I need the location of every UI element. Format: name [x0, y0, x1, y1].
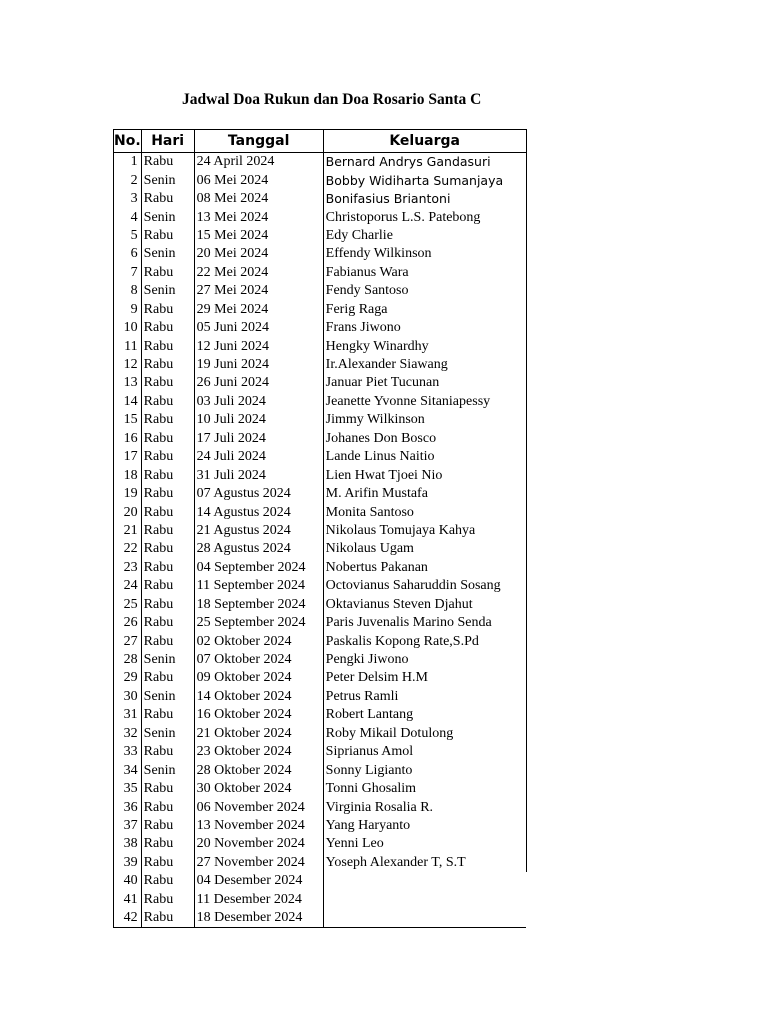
cell-hari: Senin — [141, 651, 194, 669]
cell-keluarga — [323, 872, 526, 890]
cell-tanggal: 22 Mei 2024 — [194, 264, 323, 282]
cell-no: 5 — [114, 227, 142, 245]
cell-hari: Rabu — [141, 909, 194, 928]
cell-keluarga: Ir.Alexander Siawang — [323, 356, 526, 374]
table-row — [114, 282, 527, 300]
cell-keluarga: M. Arifin Mustafa — [323, 485, 526, 503]
cell-hari: Rabu — [141, 430, 194, 448]
table-row — [114, 596, 527, 614]
cell-tanggal: 17 Juli 2024 — [194, 430, 323, 448]
cell-hari: Rabu — [141, 872, 194, 890]
cell-no: 35 — [114, 780, 142, 798]
cell-hari: Rabu — [141, 448, 194, 466]
cell-tanggal: 03 Juli 2024 — [194, 393, 323, 411]
cell-keluarga: Fendy Santoso — [323, 282, 526, 300]
cell-no: 1 — [114, 153, 142, 172]
cell-hari: Rabu — [141, 153, 194, 172]
cell-tanggal: 07 Oktober 2024 — [194, 651, 323, 669]
cell-tanggal: 14 Agustus 2024 — [194, 503, 323, 521]
cell-no: 12 — [114, 356, 142, 374]
cell-hari: Senin — [141, 725, 194, 743]
table-row — [114, 393, 527, 411]
cell-hari: Rabu — [141, 577, 194, 595]
table-row — [114, 651, 527, 669]
cell-tanggal: 21 Agustus 2024 — [194, 522, 323, 540]
cell-keluarga: Jimmy Wilkinson — [323, 411, 526, 429]
cell-no: 40 — [114, 872, 142, 890]
table-row — [114, 909, 527, 928]
cell-no: 24 — [114, 577, 142, 595]
cell-no: 30 — [114, 688, 142, 706]
header-hari: Hari — [141, 130, 194, 153]
cell-tanggal: 28 Oktober 2024 — [194, 761, 323, 779]
cell-no: 29 — [114, 669, 142, 687]
cell-keluarga: Paskalis Kopong Rate,S.Pd — [323, 632, 526, 650]
cell-hari: Senin — [141, 761, 194, 779]
cell-no: 17 — [114, 448, 142, 466]
cell-no: 23 — [114, 559, 142, 577]
cell-keluarga: Ferig Raga — [323, 301, 526, 319]
cell-hari: Rabu — [141, 393, 194, 411]
cell-hari: Rabu — [141, 614, 194, 632]
cell-tanggal: 19 Juni 2024 — [194, 356, 323, 374]
cell-tanggal: 07 Agustus 2024 — [194, 485, 323, 503]
cell-no: 26 — [114, 614, 142, 632]
table-row — [114, 743, 527, 761]
table-row — [114, 854, 527, 872]
cell-tanggal: 24 Juli 2024 — [194, 448, 323, 466]
schedule-table — [113, 129, 527, 928]
cell-no: 10 — [114, 319, 142, 337]
cell-no: 39 — [114, 854, 142, 872]
cell-tanggal: 21 Oktober 2024 — [194, 725, 323, 743]
cell-keluarga — [323, 891, 526, 909]
cell-no: 6 — [114, 245, 142, 263]
table-row — [114, 761, 527, 779]
table-row — [114, 817, 527, 835]
cell-no: 41 — [114, 891, 142, 909]
table-row — [114, 208, 527, 226]
cell-keluarga: Pengki Jiwono — [323, 651, 526, 669]
cell-hari: Rabu — [141, 374, 194, 392]
cell-tanggal: 13 November 2024 — [194, 817, 323, 835]
cell-no: 32 — [114, 725, 142, 743]
cell-tanggal: 23 Oktober 2024 — [194, 743, 323, 761]
cell-keluarga: Bobby Widiharta Sumanjaya — [323, 171, 526, 189]
cell-hari: Rabu — [141, 540, 194, 558]
cell-keluarga: Hengky Winardhy — [323, 337, 526, 355]
table-row — [114, 190, 527, 208]
table-row — [114, 540, 527, 558]
cell-no: 13 — [114, 374, 142, 392]
cell-no: 36 — [114, 798, 142, 816]
table-header-row — [114, 130, 527, 153]
cell-keluarga: Lien Hwat Tjoei Nio — [323, 466, 526, 484]
cell-hari: Rabu — [141, 319, 194, 337]
cell-hari: Rabu — [141, 854, 194, 872]
cell-hari: Rabu — [141, 190, 194, 208]
cell-tanggal: 06 November 2024 — [194, 798, 323, 816]
cell-tanggal: 08 Mei 2024 — [194, 190, 323, 208]
cell-keluarga: Bernard Andrys Gandasuri — [323, 153, 526, 172]
table-row — [114, 688, 527, 706]
cell-keluarga: Octovianus Saharuddin Sosang — [323, 577, 526, 595]
cell-hari: Rabu — [141, 301, 194, 319]
cell-tanggal: 30 Oktober 2024 — [194, 780, 323, 798]
table-row — [114, 559, 527, 577]
cell-hari: Rabu — [141, 264, 194, 282]
cell-keluarga: Petrus Ramli — [323, 688, 526, 706]
cell-no: 33 — [114, 743, 142, 761]
cell-hari: Rabu — [141, 503, 194, 521]
cell-keluarga: Lande Linus Naitio — [323, 448, 526, 466]
table-row — [114, 503, 527, 521]
cell-hari: Rabu — [141, 817, 194, 835]
table-row — [114, 171, 527, 189]
table-row — [114, 448, 527, 466]
cell-no: 11 — [114, 337, 142, 355]
cell-tanggal: 02 Oktober 2024 — [194, 632, 323, 650]
table-row — [114, 780, 527, 798]
cell-no: 34 — [114, 761, 142, 779]
cell-no: 25 — [114, 596, 142, 614]
cell-keluarga: Effendy Wilkinson — [323, 245, 526, 263]
table-row — [114, 227, 527, 245]
cell-hari: Senin — [141, 245, 194, 263]
cell-tanggal: 04 Desember 2024 — [194, 872, 323, 890]
cell-no: 8 — [114, 282, 142, 300]
table-row — [114, 319, 527, 337]
cell-keluarga: Sonny Ligianto — [323, 761, 526, 779]
table-row — [114, 669, 527, 687]
cell-no: 3 — [114, 190, 142, 208]
table-row — [114, 798, 527, 816]
table-row — [114, 577, 527, 595]
cell-keluarga: Yoseph Alexander T, S.T — [323, 854, 526, 872]
cell-keluarga: Christoporus L.S. Patebong — [323, 208, 526, 226]
cell-keluarga: Monita Santoso — [323, 503, 526, 521]
cell-no: 21 — [114, 522, 142, 540]
table-row — [114, 725, 527, 743]
cell-no: 4 — [114, 208, 142, 226]
cell-no: 27 — [114, 632, 142, 650]
cell-keluarga: Nobertus Pakanan — [323, 559, 526, 577]
table-row — [114, 356, 527, 374]
cell-hari: Rabu — [141, 356, 194, 374]
cell-hari: Senin — [141, 688, 194, 706]
cell-tanggal: 20 Mei 2024 — [194, 245, 323, 263]
cell-keluarga: Nikolaus Ugam — [323, 540, 526, 558]
cell-tanggal: 09 Oktober 2024 — [194, 669, 323, 687]
cell-tanggal: 10 Juli 2024 — [194, 411, 323, 429]
cell-keluarga: Jeanette Yvonne Sitaniapessy — [323, 393, 526, 411]
header-no: No. — [114, 130, 142, 153]
cell-no: 18 — [114, 466, 142, 484]
cell-keluarga: Bonifasius Briantoni — [323, 190, 526, 208]
cell-tanggal: 29 Mei 2024 — [194, 301, 323, 319]
cell-tanggal: 18 September 2024 — [194, 596, 323, 614]
cell-hari: Rabu — [141, 522, 194, 540]
cell-no: 28 — [114, 651, 142, 669]
table-row — [114, 430, 527, 448]
cell-tanggal: 31 Juli 2024 — [194, 466, 323, 484]
cell-hari: Rabu — [141, 706, 194, 724]
table-row — [114, 466, 527, 484]
cell-keluarga: Yang Haryanto — [323, 817, 526, 835]
cell-no: 16 — [114, 430, 142, 448]
page-title: Jadwal Doa Rukun dan Doa Rosario Santa C — [182, 91, 482, 108]
table-row — [114, 706, 527, 724]
cell-tanggal: 05 Juni 2024 — [194, 319, 323, 337]
table-row — [114, 614, 527, 632]
cell-keluarga: Siprianus Amol — [323, 743, 526, 761]
cell-no: 37 — [114, 817, 142, 835]
cell-tanggal: 20 November 2024 — [194, 835, 323, 853]
cell-hari: Rabu — [141, 632, 194, 650]
cell-tanggal: 11 September 2024 — [194, 577, 323, 595]
cell-tanggal: 27 November 2024 — [194, 854, 323, 872]
cell-keluarga: Oktavianus Steven Djahut — [323, 596, 526, 614]
cell-keluarga: Fabianus Wara — [323, 264, 526, 282]
cell-tanggal: 15 Mei 2024 — [194, 227, 323, 245]
cell-hari: Senin — [141, 282, 194, 300]
cell-tanggal: 12 Juni 2024 — [194, 337, 323, 355]
table-row — [114, 411, 527, 429]
cell-keluarga: Robert Lantang — [323, 706, 526, 724]
cell-tanggal: 14 Oktober 2024 — [194, 688, 323, 706]
cell-tanggal: 26 Juni 2024 — [194, 374, 323, 392]
cell-keluarga: Johanes Don Bosco — [323, 430, 526, 448]
table-row — [114, 374, 527, 392]
cell-keluarga: Edy Charlie — [323, 227, 526, 245]
table-row — [114, 632, 527, 650]
table-row — [114, 153, 527, 172]
cell-no: 19 — [114, 485, 142, 503]
cell-no: 15 — [114, 411, 142, 429]
cell-keluarga: Yenni Leo — [323, 835, 526, 853]
cell-tanggal: 24 April 2024 — [194, 153, 323, 172]
cell-tanggal: 13 Mei 2024 — [194, 208, 323, 226]
cell-hari: Rabu — [141, 669, 194, 687]
table-row — [114, 337, 527, 355]
cell-hari: Rabu — [141, 798, 194, 816]
cell-tanggal: 11 Desember 2024 — [194, 891, 323, 909]
cell-no: 2 — [114, 171, 142, 189]
cell-keluarga: Peter Delsim H.M — [323, 669, 526, 687]
cell-no: 14 — [114, 393, 142, 411]
cell-no: 22 — [114, 540, 142, 558]
cell-tanggal: 25 September 2024 — [194, 614, 323, 632]
cell-hari: Rabu — [141, 485, 194, 503]
cell-tanggal: 16 Oktober 2024 — [194, 706, 323, 724]
cell-keluarga: Roby Mikail Dotulong — [323, 725, 526, 743]
cell-no: 31 — [114, 706, 142, 724]
table-row — [114, 301, 527, 319]
cell-tanggal: 28 Agustus 2024 — [194, 540, 323, 558]
cell-hari: Rabu — [141, 596, 194, 614]
cell-tanggal: 27 Mei 2024 — [194, 282, 323, 300]
cell-hari: Rabu — [141, 835, 194, 853]
header-keluarga: Keluarga — [323, 130, 526, 153]
table-row — [114, 522, 527, 540]
cell-tanggal: 18 Desember 2024 — [194, 909, 323, 928]
cell-keluarga: Tonni Ghosalim — [323, 780, 526, 798]
cell-tanggal: 06 Mei 2024 — [194, 171, 323, 189]
cell-hari: Rabu — [141, 411, 194, 429]
cell-hari: Rabu — [141, 743, 194, 761]
cell-hari: Rabu — [141, 337, 194, 355]
cell-hari: Rabu — [141, 891, 194, 909]
cell-hari: Rabu — [141, 466, 194, 484]
table-row — [114, 872, 527, 890]
header-tanggal: Tanggal — [194, 130, 323, 153]
cell-keluarga: Januar Piet Tucunan — [323, 374, 526, 392]
cell-hari: Rabu — [141, 559, 194, 577]
table-row — [114, 891, 527, 909]
cell-hari: Rabu — [141, 227, 194, 245]
cell-no: 9 — [114, 301, 142, 319]
table-row — [114, 264, 527, 282]
cell-no: 7 — [114, 264, 142, 282]
cell-keluarga: Virginia Rosalia R. — [323, 798, 526, 816]
cell-hari: Rabu — [141, 780, 194, 798]
table-row — [114, 245, 527, 263]
cell-hari: Senin — [141, 208, 194, 226]
cell-keluarga: Paris Juvenalis Marino Senda — [323, 614, 526, 632]
cell-keluarga — [323, 909, 526, 928]
cell-keluarga: Frans Jiwono — [323, 319, 526, 337]
cell-no: 20 — [114, 503, 142, 521]
cell-no: 42 — [114, 909, 142, 928]
cell-hari: Senin — [141, 171, 194, 189]
table-row — [114, 835, 527, 853]
cell-tanggal: 04 September 2024 — [194, 559, 323, 577]
cell-no: 38 — [114, 835, 142, 853]
cell-keluarga: Nikolaus Tomujaya Kahya — [323, 522, 526, 540]
table-row — [114, 485, 527, 503]
